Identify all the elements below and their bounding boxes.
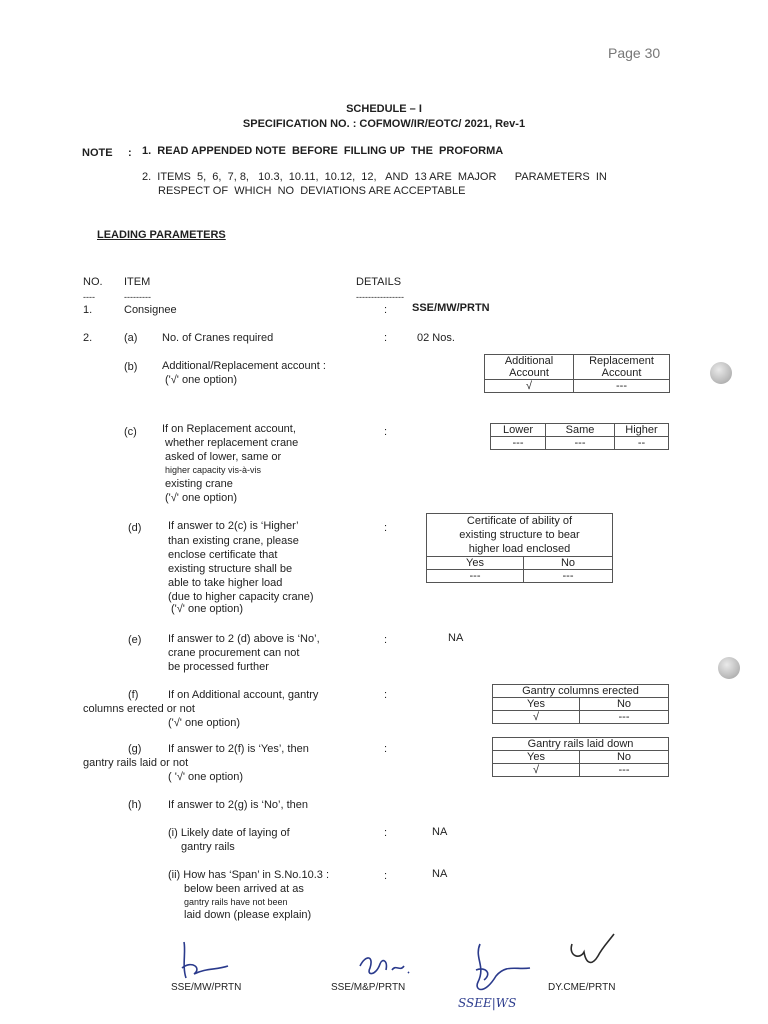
signature-dy-cme: [562, 930, 618, 974]
row-2g-line-1: If answer to 2(f) is ‘Yes’, then: [168, 743, 309, 755]
row-2d-line-1: If answer to 2(c) is ‘Higher’: [168, 520, 299, 532]
signature-ssee-ws: [456, 940, 536, 1004]
table-2f: [492, 684, 669, 724]
row-2h-i-colon: :: [384, 827, 388, 839]
schedule-title: SCHEDULE – I: [346, 103, 422, 115]
row-2h-i-line-1: (i) Likely date of laying of: [168, 827, 290, 839]
row-2c-line-1: If on Replacement account,: [162, 423, 296, 435]
row-2g-line-3: ( '√' one option): [168, 771, 244, 783]
signature-sse-mp: [352, 946, 412, 984]
table-2f-value-no: ---: [580, 711, 669, 724]
row-2f-colon: :: [384, 689, 388, 701]
column-details: DETAILS: [356, 276, 402, 288]
row-2f-line-2: columns erected or not: [83, 703, 195, 715]
row-2e-value: NA: [448, 632, 464, 644]
table-2b-value-replacement: ---: [574, 380, 670, 393]
table-2d-header-no: No: [524, 557, 613, 570]
row-2d-sub: (d): [128, 522, 142, 534]
row-2c-line-4: higher capacity vis-à-vis: [165, 465, 262, 475]
row-2h-ii-colon: :: [384, 870, 388, 882]
row-2h-ii-value: NA: [432, 868, 448, 880]
column-item: ITEM: [124, 276, 151, 288]
row-2a-colon: :: [384, 332, 388, 344]
row-2e-line-3: be processed further: [168, 661, 269, 673]
row-2c-sub: (c): [124, 426, 137, 438]
row-2d-line-5: able to take higher load: [168, 577, 283, 589]
table-2c: [490, 423, 669, 450]
signature-label-ssee-ws: SSEE|WS: [458, 996, 517, 1010]
row-2h-i-line-2: gantry rails: [181, 841, 235, 853]
row-2e-sub: (e): [128, 634, 142, 646]
signature-label-sse-mw: SSE/MW/PRTN: [171, 982, 242, 993]
row-2c-line-6: ('√' one option): [165, 492, 237, 504]
row-1-number: 1.: [83, 304, 93, 316]
signature-label-sse-mp: SSE/M&P/PRTN: [331, 982, 406, 993]
table-2c-header-higher: Higher: [615, 424, 669, 437]
row-2b-line-2: ('√' one option): [165, 374, 237, 386]
row-2h-ii-line-3: gantry rails have not been: [184, 897, 288, 907]
row-2g-line-2: gantry rails laid or not: [83, 757, 189, 769]
row-1-item: Consignee: [124, 304, 177, 316]
row-2h-line-1: If answer to 2(g) is ‘No’, then: [168, 799, 309, 811]
row-2e-colon: :: [384, 634, 388, 646]
table-2c-header-lower: Lower: [491, 424, 546, 437]
note-label: NOTE: [82, 147, 113, 159]
row-2h-ii-line-2: below been arrived at as: [184, 883, 304, 895]
row-2b-sub: (b): [124, 361, 138, 373]
punch-hole-top: [710, 362, 732, 384]
signature-sse-mw: [172, 938, 232, 982]
row-2c-line-5: existing crane: [165, 478, 233, 490]
row-2h-ii-line-4: laid down (please explain): [184, 909, 312, 921]
note-item-2-line-2: RESPECT OF WHICH NO DEVIATIONS ARE ACCEPTABLE: [158, 185, 466, 197]
row-2h-i-value: NA: [432, 826, 448, 838]
row-2d-line-3: enclose certificate that: [168, 549, 278, 561]
table-2g-value-no: ---: [580, 764, 669, 777]
row-2c-line-3: asked of lower, same or: [165, 451, 282, 463]
table-2f-header-yes: Yes: [493, 698, 580, 711]
row-2e-line-1: If answer to 2 (d) above is ‘No’,: [168, 633, 320, 645]
row-2d-line-2: than existing crane, please: [168, 535, 299, 547]
row-2a-value: 02 Nos.: [417, 332, 455, 344]
row-2-number: 2.: [83, 332, 93, 344]
note-colon: :: [128, 147, 132, 159]
row-2b-line-1: Additional/Replacement account :: [162, 360, 326, 372]
table-2g-header-no: No: [580, 751, 669, 764]
note-item-2-line-1: 2. ITEMS 5, 6, 7, 8, 10.3, 10.11, 10.12, 12, AND 13 ARE MAJOR PARAMETERS IN: [142, 171, 607, 183]
row-2c-colon: :: [384, 426, 388, 438]
specification-number: SPECIFICATION NO. : COFMOW/IR/EOTC/ 2021, Rev-1: [242, 118, 526, 130]
row-2f-sub: (f): [128, 689, 139, 701]
column-no-rule: ----: [83, 292, 95, 302]
column-no: NO.: [83, 276, 103, 288]
column-details-rule: ----------------: [356, 292, 404, 302]
table-2g-value-yes: √: [493, 764, 580, 777]
table-2g-title: Gantry rails laid down: [493, 738, 669, 751]
table-2d: [426, 513, 613, 583]
table-2d-value-no: ---: [524, 570, 613, 583]
row-2d-line-6: (due to higher capacity crane): [168, 591, 314, 603]
table-2f-title: Gantry columns erected: [493, 685, 669, 698]
section-title: LEADING PARAMETERS: [97, 229, 226, 241]
table-2f-header-no: No: [580, 698, 669, 711]
row-2a-item: No. of Cranes required: [162, 332, 274, 344]
table-2d-header-yes: Yes: [427, 557, 524, 570]
note-item-1: 1. READ APPENDED NOTE BEFORE FILLING UP THE PROFORMA: [142, 145, 504, 157]
column-item-rule: ---------: [124, 292, 151, 302]
table-2c-value-lower: ---: [491, 437, 546, 450]
row-2a-sub: (a): [124, 332, 138, 344]
table-2b-header-additional: Additional Account: [485, 355, 574, 380]
table-2b-header-replacement: Replacement Account: [574, 355, 670, 380]
row-2f-line-3: ('√' one option): [168, 717, 240, 729]
row-2h-ii-line-1: (ii) How has ‘Span’ in S.No.10.3 :: [168, 869, 329, 881]
row-2e-line-2: crane procurement can not: [168, 647, 300, 659]
table-2c-value-same: ---: [546, 437, 615, 450]
row-2d-colon: :: [384, 522, 388, 534]
table-2d-title: Certificate of ability of existing structure to bear higher load enclosed: [427, 514, 613, 557]
row-2f-line-1: If on Additional account, gantry: [168, 689, 319, 701]
row-1-value: SSE/MW/PRTN: [412, 302, 490, 314]
table-2f-value-yes: √: [493, 711, 580, 724]
table-2c-value-higher: --: [615, 437, 669, 450]
row-2g-colon: :: [384, 743, 388, 755]
row-2d-line-7: ('√' one option): [171, 603, 243, 615]
punch-hole-bottom: [718, 657, 740, 679]
table-2d-value-yes: ---: [427, 570, 524, 583]
table-2g-header-yes: Yes: [493, 751, 580, 764]
table-2b-value-additional: √: [485, 380, 574, 393]
row-2d-line-4: existing structure shall be: [168, 563, 293, 575]
row-2c-line-2: whether replacement crane: [165, 437, 299, 449]
table-2b: [484, 354, 670, 393]
signature-label-dy-cme: DY.CME/PRTN: [548, 982, 616, 993]
table-2g: [492, 737, 669, 777]
row-1-colon: :: [384, 304, 388, 316]
page-number: Page 30: [608, 45, 661, 61]
table-2c-header-same: Same: [546, 424, 615, 437]
row-2h-sub: (h): [128, 799, 142, 811]
row-2g-sub: (g): [128, 743, 142, 755]
